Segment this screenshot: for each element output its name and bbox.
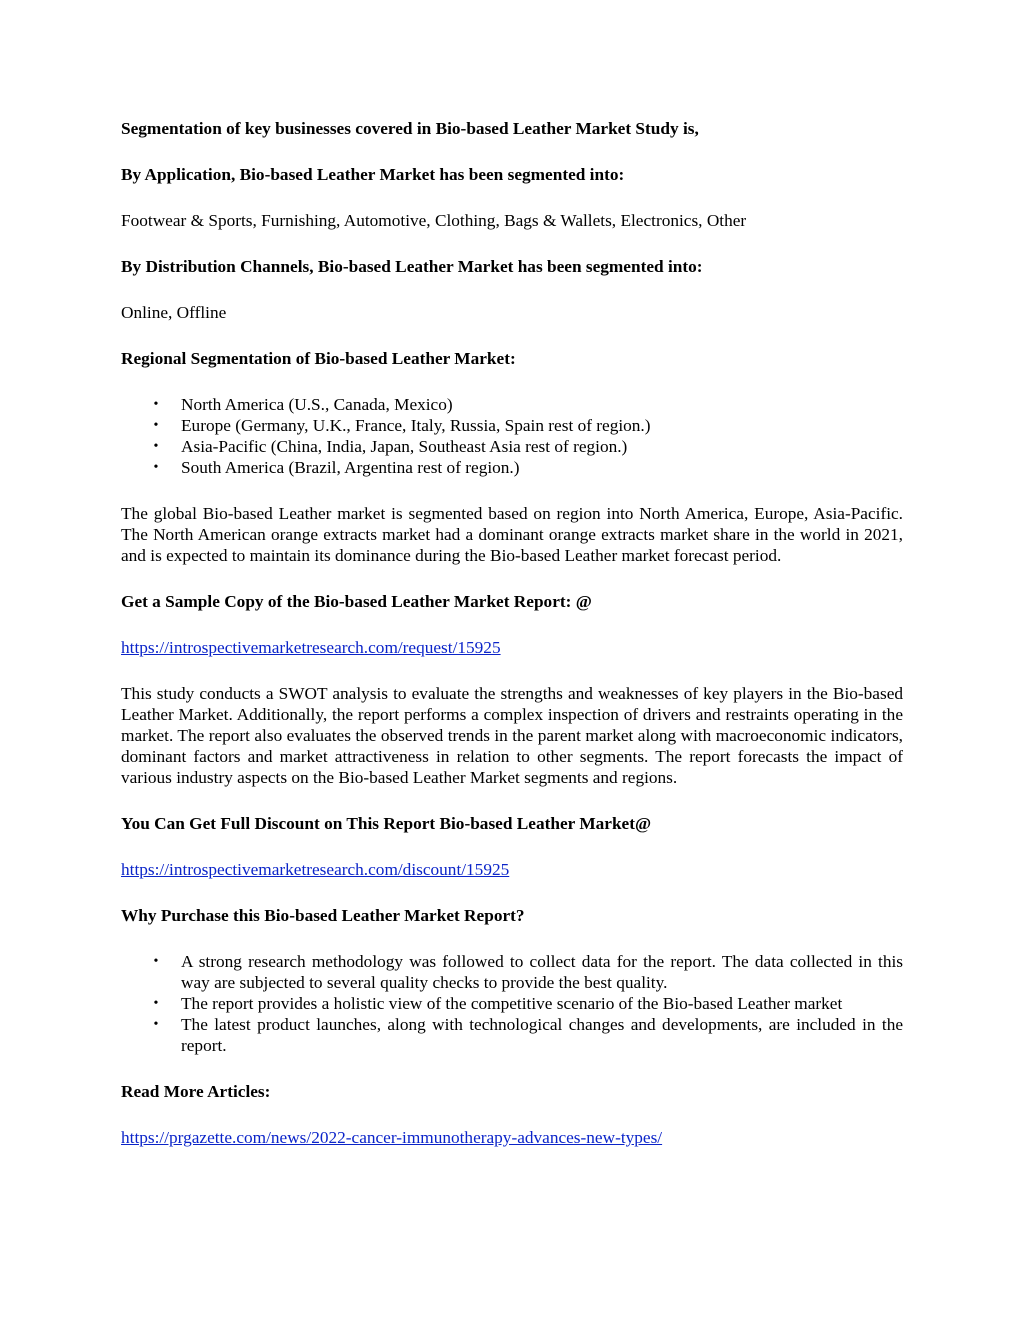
region-text: Europe (Germany, U.K., France, Italy, Russia, Spain rest of region.): [181, 416, 651, 435]
application-list: Footwear & Sports, Furnishing, Automotive, Clothing, Bags & Wallets, Electronics, Other: [121, 211, 747, 230]
bullet-icon: •: [153, 418, 159, 433]
article-link-row: [121, 1127, 903, 1148]
bullet-icon: •: [153, 439, 159, 454]
bullet-icon: •: [153, 397, 159, 412]
bullet-icon: •: [153, 1017, 159, 1032]
paragraph-swot: This study conducts a SWOT analysis to evaluate the strengths and weaknesses of key players in the Bio-based Leather Market. Additionally, the report performs a complex inspection of drivers and restraints operating in the market. The report also evaluates the observed trends in the parent market along with macroeconomic indicators, dominant factors and market attractiveness in relation to other segments. The report forecasts the impact of various industry aspects on the Bio-based Leather Market segments and regions.: [121, 684, 903, 787]
distribution-list: Online, Offline: [121, 303, 227, 322]
region-text: South America (Brazil, Argentina rest of region.): [181, 458, 520, 477]
heading-segmentation: Segmentation of key businesses covered in Bio-based Leather Market Study is,: [121, 119, 699, 138]
heading-distribution: By Distribution Channels, Bio-based Leather Market has been segmented into:: [121, 257, 703, 276]
discount-link[interactable]: https://introspectivemarketresearch.com/discount/15925: [121, 860, 510, 879]
heading-sample: Get a Sample Copy of the Bio-based Leather Market Report: @: [121, 592, 592, 611]
heading-application: By Application, Bio-based Leather Market has been segmented into:: [121, 165, 625, 184]
article-link[interactable]: https://prgazette.com/news/2022-cancer-immunotherapy-advances-new-types/: [121, 1128, 663, 1147]
heading-discount: You Can Get Full Discount on This Report Bio-based Leather Market@: [121, 814, 652, 833]
heading-why: Why Purchase this Bio-based Leather Market Report?: [121, 906, 525, 925]
bullet-icon: •: [153, 954, 159, 969]
list-item: [121, 1014, 903, 1056]
reason-text: The latest product launches, along with technological changes and developments, are included in the report.: [181, 1015, 903, 1055]
region-text: North America (U.S., Canada, Mexico): [181, 395, 453, 414]
heading-read-more: Read More Articles:: [121, 1082, 271, 1101]
list-item: [121, 457, 903, 478]
list-item: [121, 394, 903, 415]
bullet-icon: •: [153, 996, 159, 1011]
reasons-list: [121, 951, 903, 1056]
sample-link[interactable]: https://introspectivemarketresearch.com/request/15925: [121, 638, 501, 657]
discount-link-row: [121, 859, 903, 880]
region-list: [121, 394, 903, 478]
list-item: [121, 993, 903, 1014]
paragraph-global: The global Bio-based Leather market is segmented based on region into North America, Europe, Asia-Pacific. The North American orange extracts market had a dominant orange extracts market share in the world in 2021, and is expected to maintain its dominance during the Bio-based Leather market forecast period.: [121, 504, 903, 565]
reason-text: The report provides a holistic view of the competitive scenario of the Bio-based Leather market: [181, 994, 843, 1013]
sample-link-row: [121, 637, 903, 658]
bullet-icon: •: [153, 460, 159, 475]
list-item: [121, 951, 903, 993]
region-text: Asia-Pacific (China, India, Japan, Southeast Asia rest of region.): [181, 437, 628, 456]
reason-text: A strong research methodology was followed to collect data for the report. The data collected in this way are subjected to several quality checks to provide the best quality.: [181, 952, 903, 992]
list-item: [121, 436, 903, 457]
heading-regional: Regional Segmentation of Bio-based Leather Market:: [121, 349, 516, 368]
document-page: [121, 118, 903, 1148]
list-item: [121, 415, 903, 436]
